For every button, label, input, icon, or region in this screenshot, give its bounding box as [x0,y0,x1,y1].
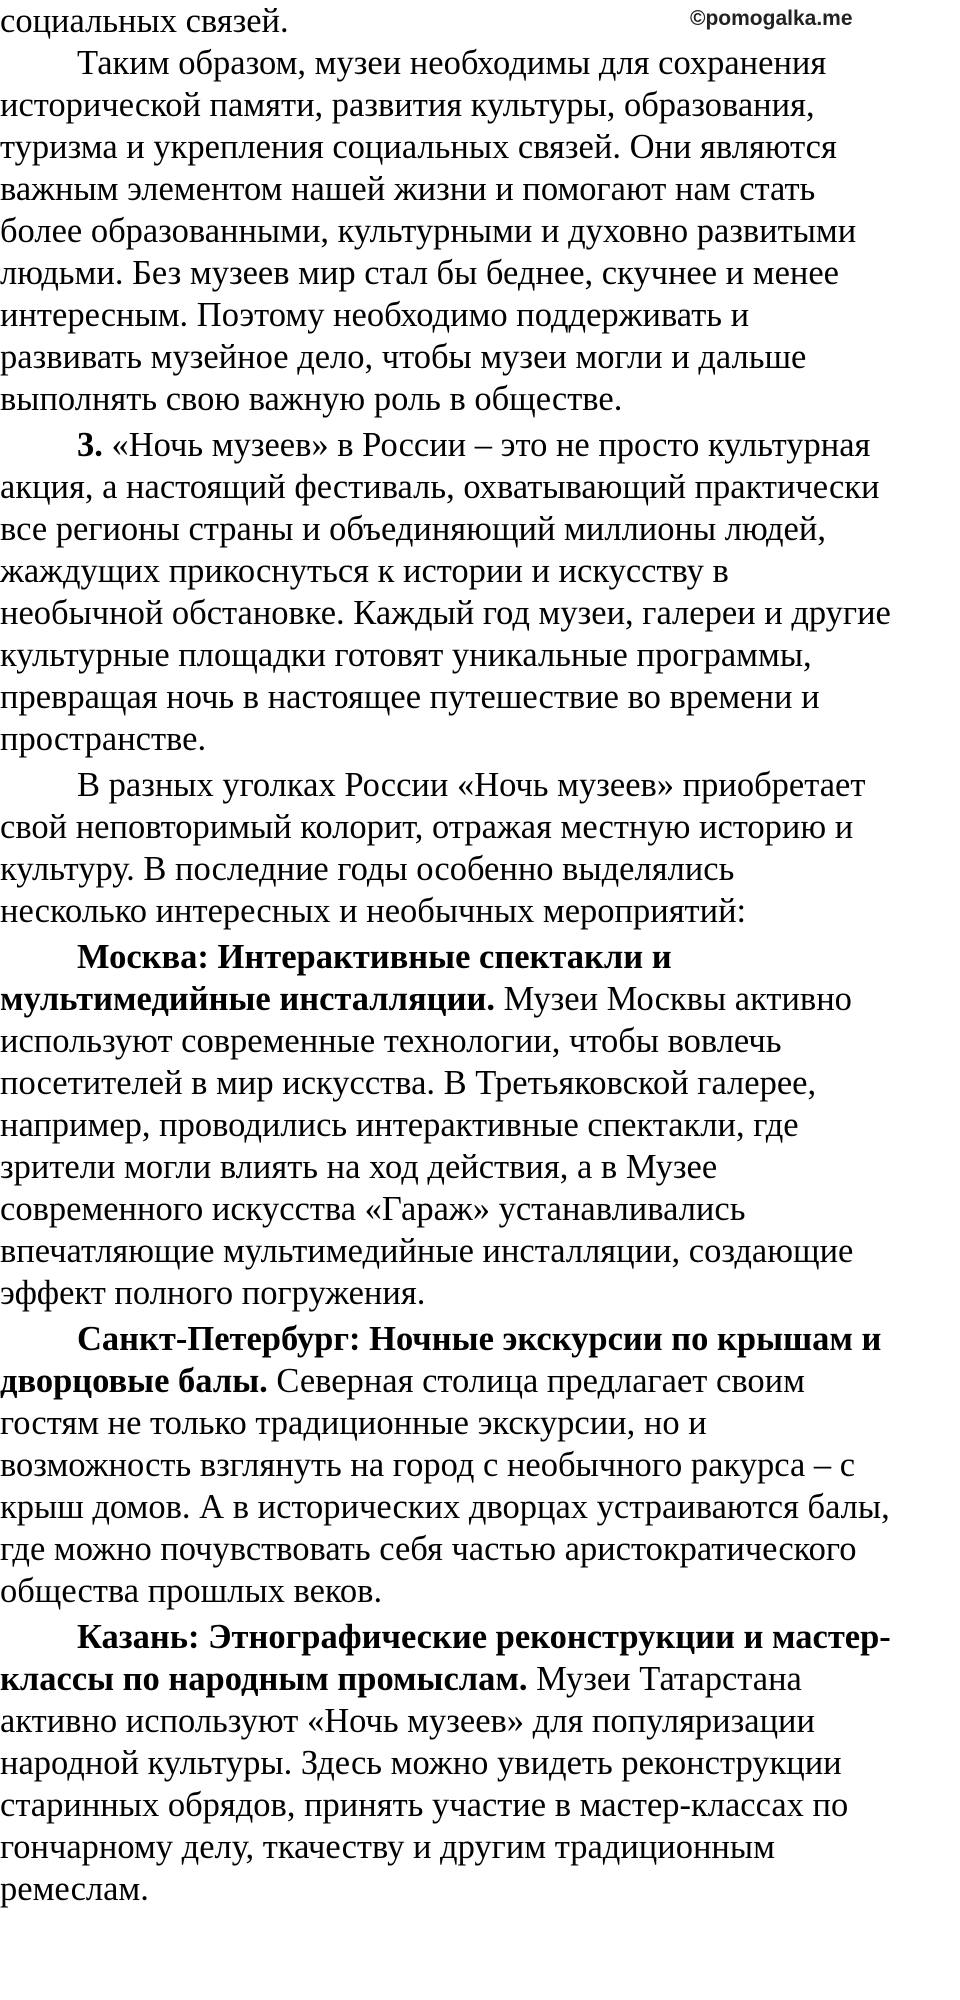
plain-text: крыш домов. А в исторических дворцах устраиваются балы, [0,1488,890,1526]
plain-text: свой неповторимый колорит, отражая местную историю и [0,808,854,846]
text-line [0,424,960,466]
paragraph [0,1318,960,1612]
plain-text: народной культуры. Здесь можно увидеть реконструкции [0,1744,842,1782]
text-line [0,378,960,420]
plain-text: необычной обстановке. Каждый год музеи, галереи и другие [0,594,891,632]
plain-text: пространстве. [0,720,207,758]
plain-text: используют современные технологии, чтобы вовлечь [0,1022,782,1060]
text-line [0,168,960,210]
text-line [0,592,960,634]
text-line [0,294,960,336]
text-line [0,1616,960,1658]
text-line [0,84,960,126]
bold-text: 3. [77,426,103,464]
text-line [0,1318,960,1360]
bold-text: классы по народным промыслам. [0,1660,528,1698]
text-line [0,718,960,760]
plain-text: более образованными, культурными и духовно развитыми [0,212,857,250]
text-line [0,1360,960,1402]
plain-text: эффект полного погружения. [0,1274,426,1312]
text-line [0,1486,960,1528]
text-line [0,1658,960,1700]
plain-text: гостям не только традиционные экскурсии, но и [0,1404,707,1442]
plain-text: превращая ночь в настоящее путешествие во времени и [0,678,820,716]
text-line [0,848,960,890]
plain-text: например, проводились интерактивные спектакли, где [0,1106,799,1144]
plain-text: несколько интересных и необычных мероприятий: [0,892,747,930]
text-line [0,508,960,550]
text-line [0,210,960,252]
text-line [0,1700,960,1742]
text-line [0,1826,960,1868]
paragraph [0,764,960,932]
text-line [0,1104,960,1146]
text-line [0,550,960,592]
plain-text: активно используют «Ночь музеев» для популяризации [0,1702,815,1740]
bold-text: мультимедийные инсталляции. [0,980,495,1018]
text-line [0,978,960,1020]
plain-text: Музеи Татарстана [527,1660,802,1698]
plain-text: впечатляющие мультимедийные инсталляции, создающие [0,1232,854,1270]
text-line [0,1570,960,1612]
plain-text: туризма и укрепления социальных связей. Они являются [0,128,837,166]
plain-text: гончарному делу, ткачеству и другим традиционным [0,1828,775,1866]
text-line [0,252,960,294]
plain-text: людьми. Без музеев мир стал бы беднее, скучнее и менее [0,254,839,292]
plain-text: интересным. Поэтому необходимо поддерживать и [0,296,750,334]
text-line [0,1444,960,1486]
plain-text: выполнять свою важную роль в обществе. [0,380,623,418]
paragraph [0,42,960,420]
plain-text: ремеслам. [0,1870,149,1908]
text-line [0,126,960,168]
plain-text: общества прошлых веков. [0,1572,383,1610]
plain-text: акция, а настоящий фестиваль, охватывающий практически [0,468,880,506]
plain-text: развивать музейное дело, чтобы музеи могли и дальше [0,338,807,376]
plain-text: Таким образом, музеи необходимы для сохранения [77,44,827,82]
text-line [0,634,960,676]
text-line [0,890,960,932]
text-line [0,1742,960,1784]
text-line [0,806,960,848]
text-line [0,336,960,378]
plain-text: культурные площадки готовят уникальные программы, [0,636,812,674]
text-line [0,936,960,978]
text-line [0,1146,960,1188]
plain-text: «Ночь музеев» в России – это не просто культурная [102,426,871,464]
text-line [0,1272,960,1314]
plain-text: В разных уголках России «Ночь музеев» приобретает [77,766,866,804]
plain-text: Северная столица предлагает своим [267,1362,805,1400]
plain-text: жаждущих прикоснуться к истории и искусству в [0,552,729,590]
plain-text: культуру. В последние годы особенно выделялись [0,850,735,888]
bold-text: Москва: Интерактивные спектакли и [77,938,672,976]
paragraph [0,0,960,42]
plain-text: Музеи Москвы активно [494,980,852,1018]
plain-text: социальных связей. [0,2,289,40]
paragraph [0,1616,960,1910]
text-line [0,1230,960,1272]
plain-text: посетителей в мир искусства. В Третьяковской галерее, [0,1064,817,1102]
paragraph [0,936,960,1314]
text-line [0,466,960,508]
plain-text: старинных обрядов, принять участие в мастер-классах по [0,1786,849,1824]
text-line [0,676,960,718]
text-line [0,1188,960,1230]
plain-text: зрители могли влиять на ход действия, а в Музее [0,1148,718,1186]
text-line [0,1062,960,1104]
text-line [0,0,960,42]
paragraph [0,424,960,760]
plain-text: все регионы страны и объединяющий миллионы людей, [0,510,826,548]
bold-text: дворцовые балы. [0,1362,268,1400]
text-line [0,1784,960,1826]
text-line [0,1528,960,1570]
plain-text: где можно почувствовать себя частью аристократического [0,1530,857,1568]
bold-text: Санкт-Петербург: Ночные экскурсии по крышам и [77,1320,882,1358]
text-line [0,1020,960,1062]
bold-text: Казань: Этнографические реконструкции и мастер- [77,1618,891,1656]
text-line [0,764,960,806]
text-line [0,1868,960,1910]
plain-text: важным элементом нашей жизни и помогают нам стать [0,170,816,208]
text-line [0,42,960,84]
text-line [0,1402,960,1444]
plain-text: исторической памяти, развития культуры, образования, [0,86,815,124]
watermark: ©pomogalka.me [690,7,853,30]
plain-text: современного искусства «Гараж» устанавливались [0,1190,746,1228]
plain-text: возможность взглянуть на город с необычного ракурса – с [0,1446,856,1484]
